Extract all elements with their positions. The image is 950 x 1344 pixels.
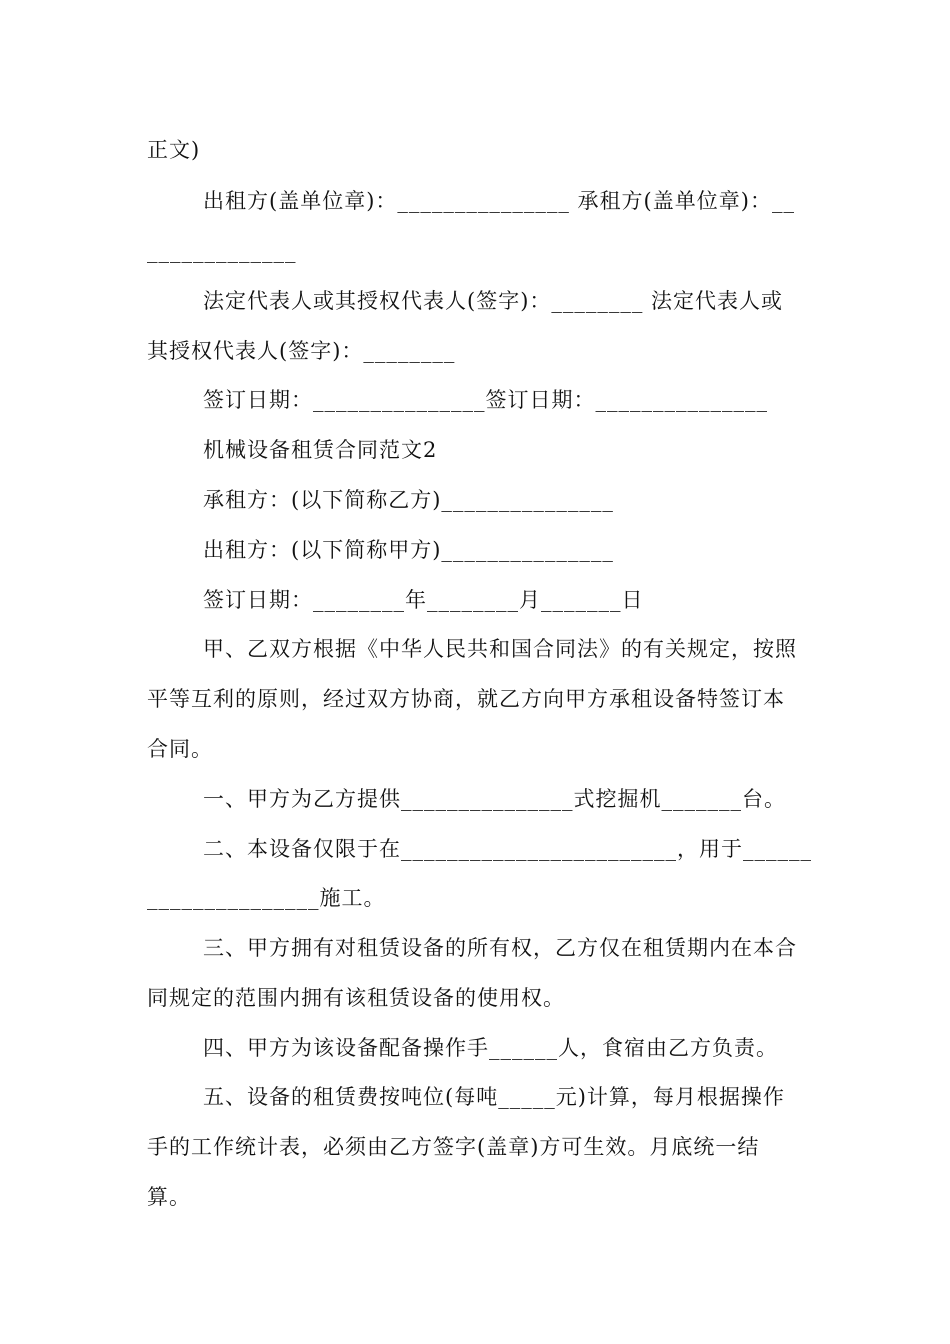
section-title: 机械设备租赁合同范文2 xyxy=(203,438,438,462)
text-line: 三、甲方拥有对租赁设备的所有权，乙方仅在租赁期内在本合 xyxy=(203,936,797,960)
text-line: _____________ xyxy=(147,239,297,263)
text-line: 签订日期：_______________签订日期：_______________ xyxy=(203,388,768,412)
text-line: 算。 xyxy=(147,1185,191,1209)
text-line: 四、甲方为该设备配备操作手______人，食宿由乙方负责。 xyxy=(203,1036,778,1060)
text-line: 甲、乙双方根据《中华人民共和国合同法》的有关规定，按照 xyxy=(203,637,797,661)
text-line: 手的工作统计表，必须由乙方签字(盖章)方可生效。月底统一结 xyxy=(147,1135,760,1159)
text-line: 其授权代表人(签字)：________ xyxy=(147,339,456,363)
text-line: 平等互利的原则，经过双方协商，就乙方向甲方承租设备特签订本 xyxy=(147,687,785,711)
text-line: 法定代表人或其授权代表人(签字)：________ 法定代表人或 xyxy=(203,289,784,313)
text-line: 合同。 xyxy=(147,737,213,761)
text-line: _______________施工。 xyxy=(147,886,386,910)
text-line: 五、设备的租赁费按吨位(每吨_____元)计算，每月根据操作 xyxy=(203,1085,785,1109)
text-line: 签订日期：________年________月_______日 xyxy=(203,588,644,612)
text-line: 出租方(盖单位章)：_______________ 承租方(盖单位章)：__ xyxy=(203,189,795,213)
text-line: 二、本设备仅限于在________________________，用于______ xyxy=(203,837,812,861)
text-line: 出租方：(以下简称甲方)_______________ xyxy=(203,538,614,562)
text-line: 正文) xyxy=(147,138,201,162)
text-line: 一、甲方为乙方提供_______________式挖掘机_______台。 xyxy=(203,787,786,811)
text-line: 承租方：(以下简称乙方)_______________ xyxy=(203,488,614,512)
text-line: 同规定的范围内拥有该租赁设备的使用权。 xyxy=(147,986,565,1010)
